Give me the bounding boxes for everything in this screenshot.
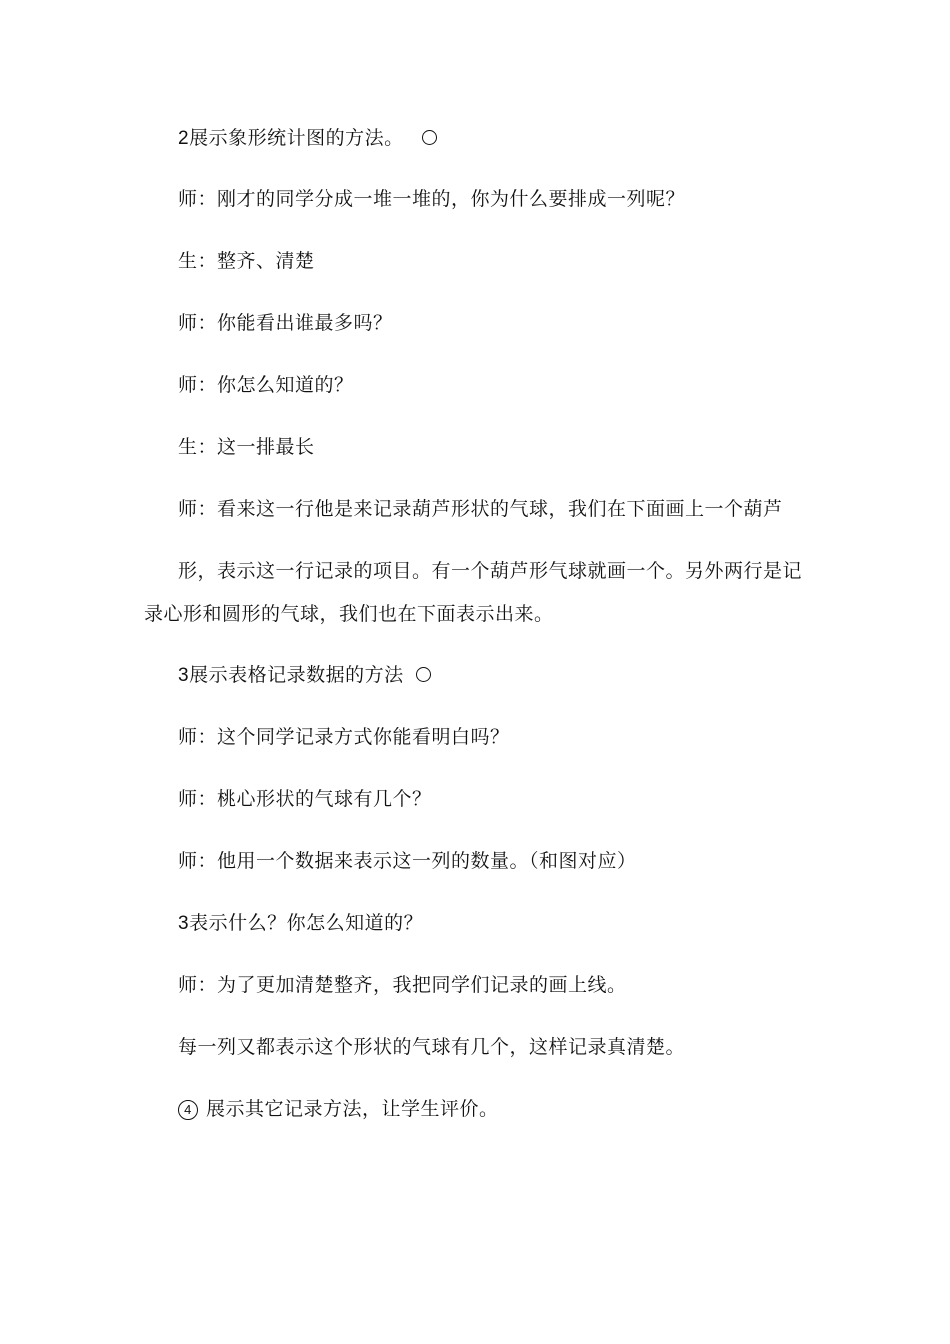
- paragraph: 师：桃心形状的气球有几个？: [178, 788, 432, 810]
- paragraph: 师：他用一个数据来表示这一列的数量。（和图对应）: [178, 850, 637, 872]
- paragraph: 师：为了更加清楚整齐，我把同学们记录的画上线。: [178, 974, 627, 996]
- circled-number: 4: [178, 1100, 198, 1120]
- question-line: [178, 911, 423, 936]
- heading-text: 展示象形统计图的方法。: [189, 127, 404, 149]
- section-heading-2: [178, 126, 437, 151]
- circle-marker-icon: [416, 667, 431, 682]
- circle-marker-icon: [422, 130, 437, 145]
- paragraph: 形，表示这一行记录的项目。有一个葫芦形气球就画一个。另外两行是记: [178, 560, 803, 582]
- paragraph: 录心形和圆形的气球，我们也在下面表示出来。: [144, 603, 554, 625]
- heading-number: 2: [178, 128, 190, 149]
- paragraph: 生：整齐、清楚: [178, 250, 315, 272]
- paragraph: 师：你能看出谁最多吗？: [178, 312, 393, 334]
- question-text: 表示什么？你怎么知道的？: [189, 912, 424, 934]
- paragraph: 师：这个同学记录方式你能看明白吗？: [178, 726, 510, 748]
- paragraph: 师：你怎么知道的？: [178, 374, 354, 396]
- section-heading-4: [178, 1097, 499, 1121]
- question-number: 3: [178, 913, 190, 934]
- paragraph: 生：这一排最长: [178, 436, 315, 458]
- paragraph: 每一列又都表示这个形状的气球有几个，这样记录真清楚。: [178, 1036, 686, 1058]
- section-heading-3: [178, 663, 431, 688]
- heading-text: 展示其它记录方法，让学生评价。: [206, 1098, 499, 1120]
- heading-text: 展示表格记录数据的方法: [189, 664, 404, 686]
- heading-number: 3: [178, 665, 190, 686]
- paragraph: 师：刚才的同学分成一堆一堆的，你为什么要排成一列呢？: [178, 188, 686, 210]
- paragraph: 师：看来这一行他是来记录葫芦形状的气球，我们在下面画上一个葫芦: [178, 498, 783, 520]
